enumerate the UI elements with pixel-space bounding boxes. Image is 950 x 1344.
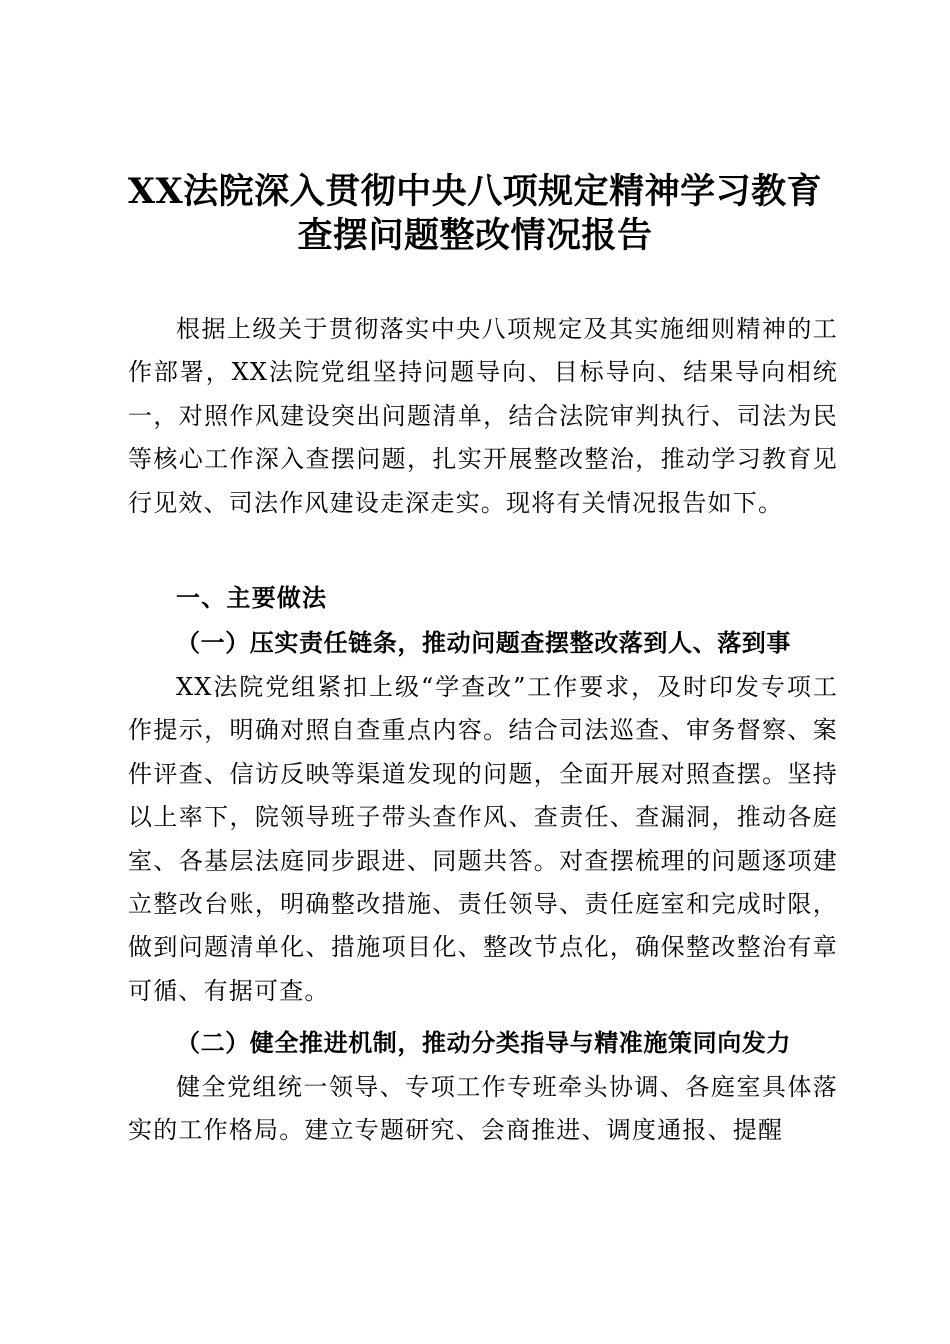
document-title-line-1: XX法院深入贯彻中央八项规定精神学习教育 <box>127 171 823 212</box>
subsection-heading-1: （一）压实责任链条，推动问题查摆整改落到人、落到事 <box>176 628 791 657</box>
subsection-2-paragraph: 健全党组统一领导、专项工作专班牵头协调、各庭室具体落实的工作格局。建立专题研究、会商推进、调度通报、提醒 <box>128 1073 838 1145</box>
section-heading-main-practices: 一、主要做法 <box>176 584 328 612</box>
subsection-1-paragraph: XX法院党组紧扣上级“学查改”工作要求，及时印发专项工作提示，明确对照自查重点内容。结合司法巡查、审务督察、案件评查、信访反映等渠道发现的问题，全面开展对照查摆。坚持以上率下，院领导班子带头查作风、查责任、查漏洞，推动各庭室、各基层法庭同步跟进、同题共答。对查摆梳理的问题逐项建立整改台账，明确整改措施、责任领导、责任庭室和完成时限，做到问题清单化、措施项目化、整改节点化，确保整改整治有章可循、有据可查。 <box>128 673 838 1005</box>
subsection-heading-2: （二）健全推进机制，推动分类指导与精准施策同向发力 <box>176 1028 791 1057</box>
document-title-line-2: 查摆问题整改情况报告 <box>297 215 653 256</box>
intro-paragraph: 根据上级关于贯彻落实中央八项规定及其实施细则精神的工作部署，XX法院党组坚持问题导向、目标导向、结果导向相统一，对照作风建设突出问题清单，结合法院审判执行、司法为民等核心工作深入查摆问题，扎实开展整改整治，推动学习教育见行见效、司法作风建设走深走实。现将有关情况报告如下。 <box>128 315 838 517</box>
